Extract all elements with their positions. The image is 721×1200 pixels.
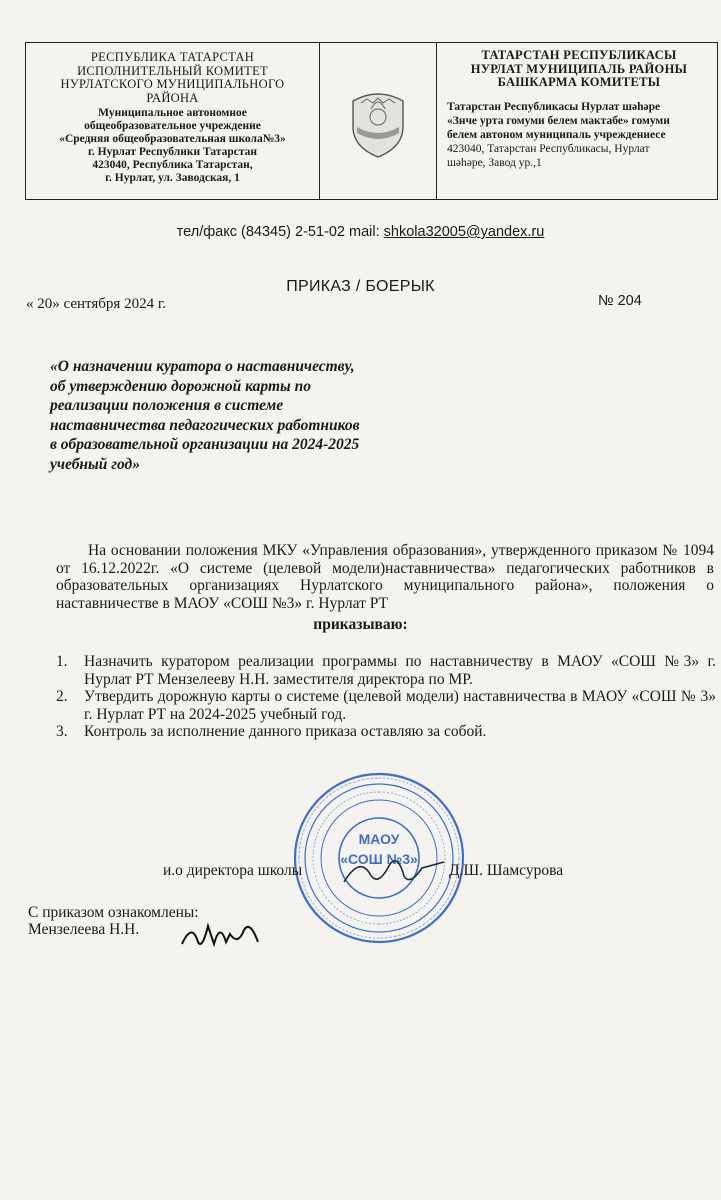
letterhead-left	[26, 43, 320, 199]
letterhead-left-line4: РАЙОНА	[146, 90, 199, 105]
acknowledgement-label: С приказом ознакомлены:	[28, 904, 199, 921]
letterhead-right-line2: НУРЛАТ МУНИЦИПАЛЬ РАЙОНЫ	[470, 61, 688, 76]
letterhead-left-line3: НУРЛАТСКОГО МУНИЦИПАЛЬНОГО	[60, 77, 285, 91]
letterhead-right-sub2: «Знче урта гомуми белем мактабе» гомуми	[447, 114, 670, 127]
order-basis: На основании положения МКУ «Управления образования», утвержденного приказом № 1094 от 16.12.2022г. «О системе (целевой модели)наставничества» педагогических работников в образовательных организациях Нурлатского муниципального района», положения о наставничестве в МАОУ «СОШ №3» г. Нурлат РТ	[56, 542, 714, 612]
letterhead-left-sub2: общеобразовательное учреждение	[84, 120, 261, 132]
order-title: ПРИКАЗ / БОЕРЫК	[286, 278, 435, 295]
coat-of-arms-icon	[347, 81, 409, 161]
order-item-number: 1.	[56, 653, 68, 670]
order-item	[56, 653, 716, 688]
letterhead-left-addr1: 423040, Республика Татарстан,	[92, 159, 253, 171]
stamp-text-line2: «СОШ №3»	[340, 851, 418, 867]
letterhead-left-sub3: «Средняя общеобразовательная школа№3»	[59, 133, 286, 145]
letterhead-right-addr2: шәһәре, Завод ур.,1	[447, 156, 542, 169]
order-item-number: 2.	[56, 688, 68, 705]
letterhead-left-sub1: Муниципальное автономное	[98, 107, 247, 119]
signatory-position: и.о директора школы	[163, 862, 303, 879]
order-item-number: 3.	[56, 723, 68, 740]
stamp-text-line1: МАОУ	[358, 831, 400, 847]
order-item	[56, 723, 716, 741]
letterhead-right-sub3: белем автоном муниципаль учреждениесе	[447, 128, 666, 141]
letterhead-left-line1: РЕСПУБЛИКА ТАТАРСТАН	[90, 50, 255, 64]
order-number: № 204	[598, 293, 642, 309]
acknowledgement	[28, 904, 199, 938]
acknowledgement-signature	[178, 916, 268, 952]
signatory-name: Д.Ш. Шамсурова	[449, 862, 564, 879]
letterhead-right-addr1: 423040, Татарстан Республикасы, Нурлат	[447, 142, 650, 155]
order-item-text: Утвердить дорожную карты о системе (целевой модели) наставничества в МАОУ «СОШ № 3» г. Нурлат РТ на 2024-2025 учебный год.	[84, 688, 716, 723]
director-signature	[340, 852, 450, 892]
letterhead-left-line2: ИСПОЛНИТЕЛЬНЫЙ КОМИТЕТ	[77, 63, 268, 78]
letterhead-left-sub4: г. Нурлат Республики Татарстан	[87, 146, 258, 158]
letterhead	[25, 42, 718, 200]
contact-phone: тел/факс (84345) 2-51-02 mail:	[176, 224, 384, 240]
order-subject: «О назначении куратора о наставничеству, об утверждению дорожной карты по реализации положения в системе наставничества педагогических работников в образовательной организации на 2024-2025 учебный год»	[50, 358, 360, 473]
contact-line	[0, 224, 721, 240]
letterhead-right	[437, 43, 717, 199]
order-item-text: Назначить куратором реализации программы по наставничеству в МАОУ «СОШ №3» г. Нурлат РТ Мензелееву Н.Н. заместителя директора по МР.	[84, 653, 716, 688]
letterhead-right-sub1: Татарстан Республикасы Нурлат шәһәре	[447, 100, 661, 113]
order-item	[56, 688, 716, 723]
order-items	[56, 653, 716, 741]
coat-of-arms	[320, 43, 437, 199]
letterhead-right-line3: БАШКАРМА КОМИТЕТЫ	[497, 75, 661, 89]
contact-email-link[interactable]: shkola32005@yandex.ru	[383, 224, 545, 240]
letterhead-right-line1: ТАТАРСТАН РЕСПУБЛИКАСЫ	[481, 48, 677, 62]
acknowledgement-person: Мензелеева Н.Н.	[28, 921, 140, 938]
orders-heading: приказываю:	[313, 616, 408, 633]
order-item-text: Контроль за исполнение данного приказа оставляю за собой.	[84, 723, 487, 740]
letterhead-left-addr2: г. Нурлат, ул. Заводская, 1	[105, 172, 240, 184]
order-date: « 20» сентября 2024 г.	[26, 296, 167, 312]
